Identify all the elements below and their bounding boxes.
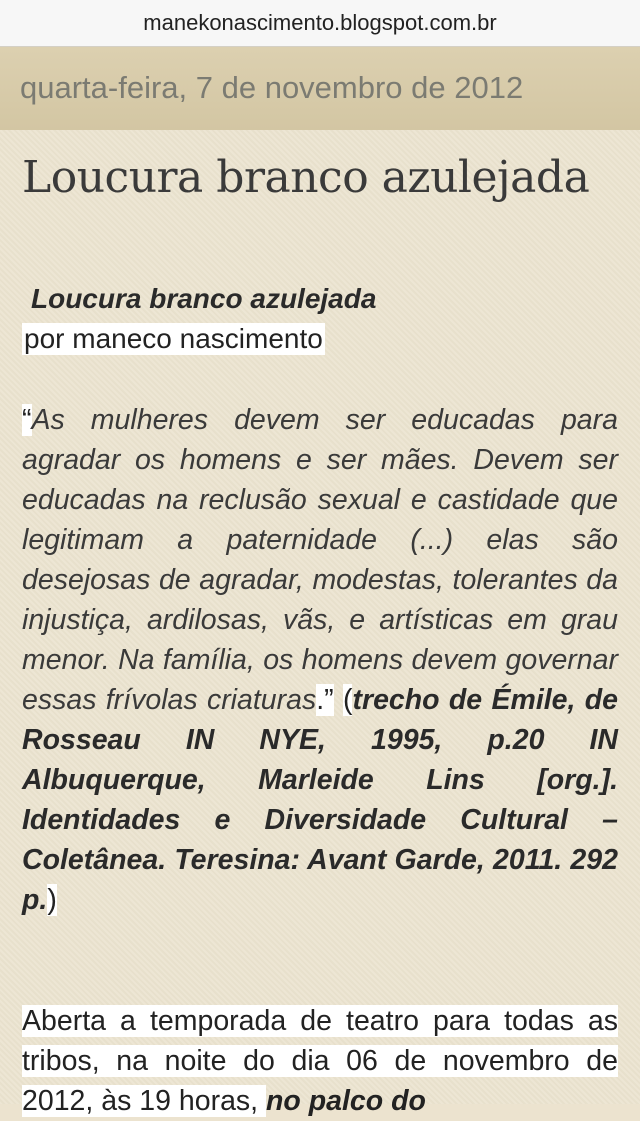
citation-paren-open: ( <box>342 684 353 716</box>
post-paragraph <box>22 1001 618 1121</box>
quote-text: As mulheres devem ser educadas para agradar os homens e ser mães. Devem ser educadas na reclusão sexual e castidade que legitimam a paternidade (...) elas são desejosas de agradar, modestas, tolerantes da injustiça, ardilosas, vãs, e artísticas em grau menor. Na família, os homens devem governar essas frívolas criaturas <box>22 404 618 716</box>
post-subtitle: Loucura branco azulejada <box>31 283 377 314</box>
post-date: quarta-feira, 7 de novembro de 2012 <box>20 70 524 105</box>
address-bar[interactable] <box>0 0 640 47</box>
paragraph-text: Aberta a temporada de teatro para todas as tribos, na noite do dia 06 de novembro de 2012, às 19 horas, <box>22 1005 618 1117</box>
paragraph-emphasis: no palco do <box>266 1085 426 1117</box>
url-text: manekonascimento.blogspot.com.br <box>143 10 497 35</box>
post-byline: por maneco nascimento <box>24 323 323 354</box>
quote-close-mark: .” <box>316 684 334 716</box>
post-title[interactable]: Loucura branco azulejada <box>22 152 590 203</box>
citation-paren-close: ) <box>47 884 57 916</box>
quote-open-mark: “ <box>22 404 32 436</box>
quote-citation: trecho de Émile, de Rosseau IN NYE, 1995, p.20 IN Albuquerque, Marleide Lins [org.]. Identidades e Diversidade Cultural – Coletânea. Teresina: Avant Garde, 2011. 292 p. <box>22 684 619 916</box>
quote-block <box>22 400 618 920</box>
